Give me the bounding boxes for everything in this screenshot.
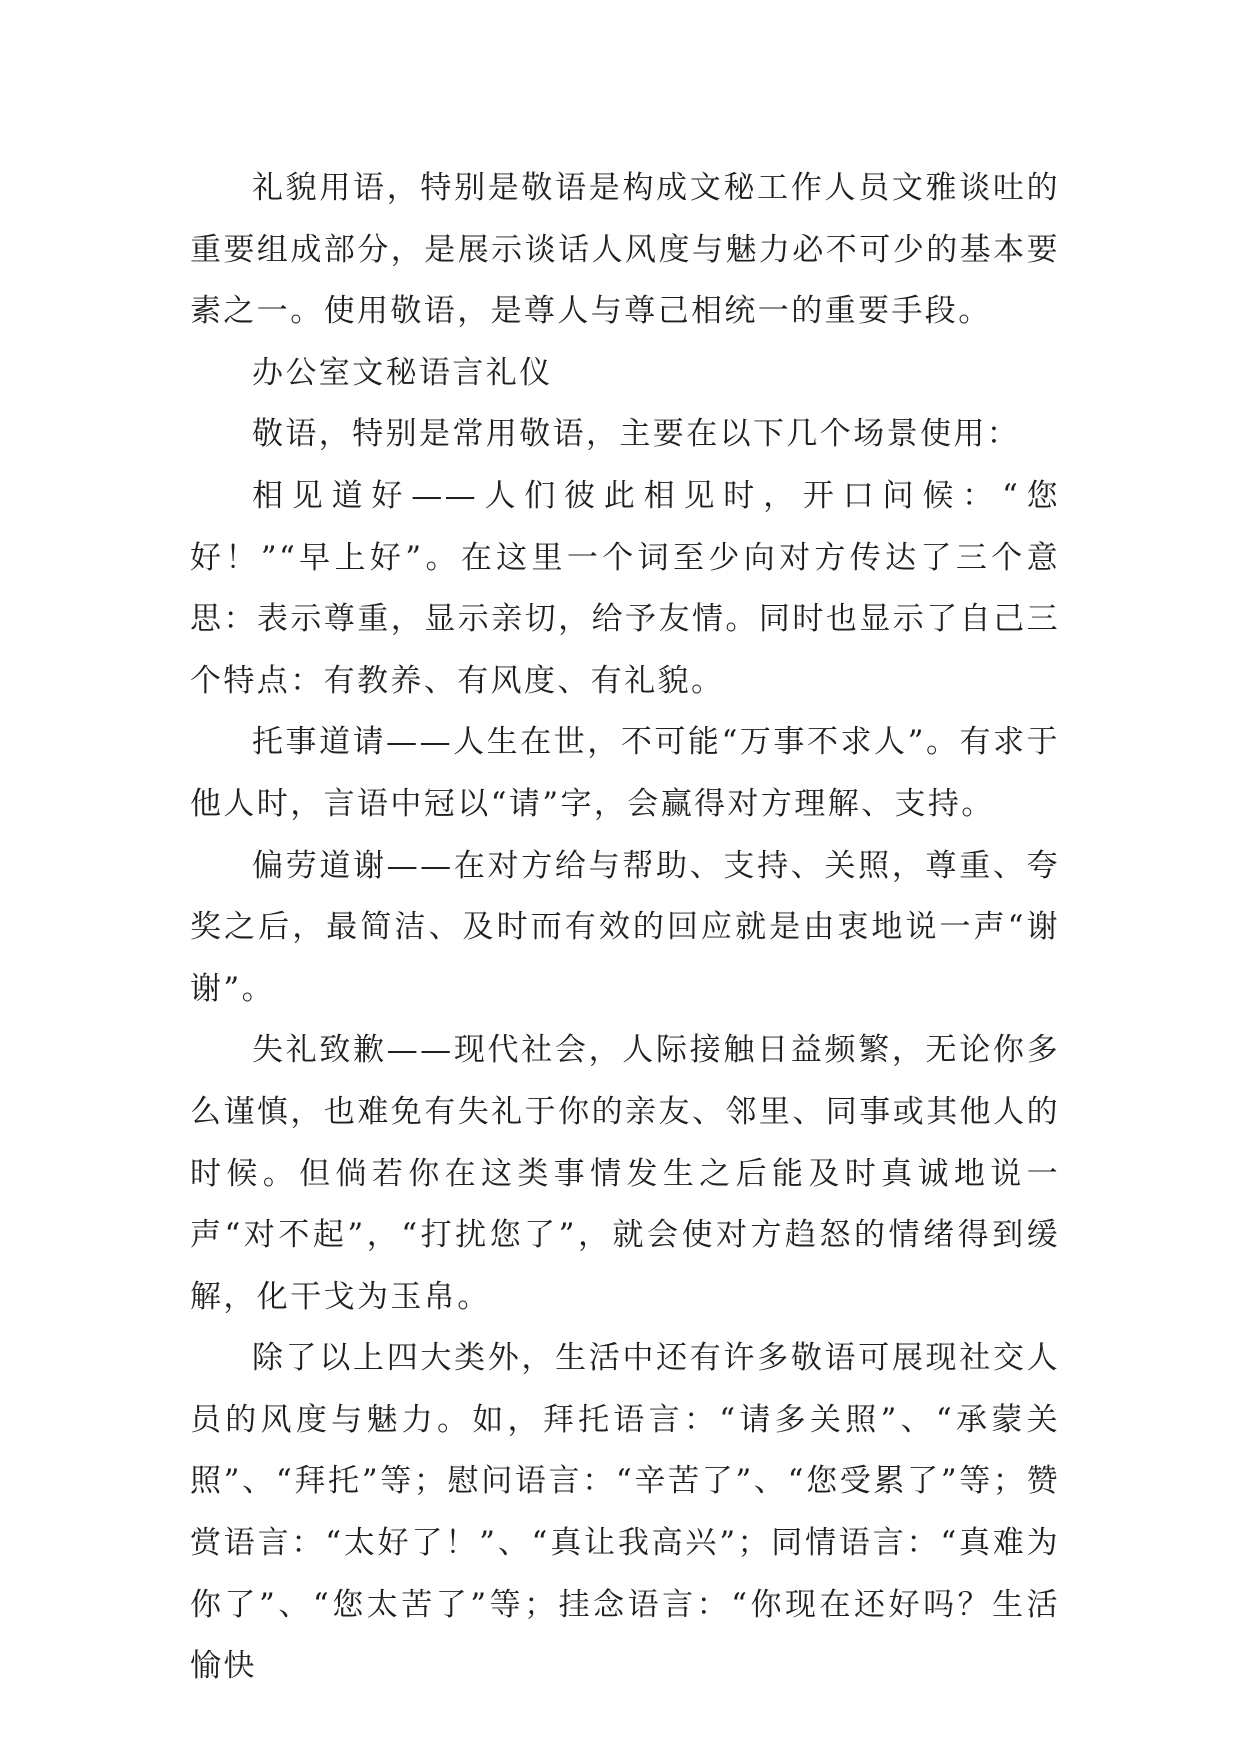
paragraph-thanks: 偏劳道谢——在对方给与帮助、支持、关照，尊重、夸奖之后，最简洁、及时而有效的回应就是由衷地说一声“谢谢”。 — [190, 847, 1060, 1007]
paragraph-request: 托事道请——人生在世，不可能“万事不求人”。有求于他人时，言语中冠以“请”字，会赢得对方理解、支持。 — [190, 724, 1060, 822]
paragraph-other-honorifics: 除了以上四大类外，生活中还有许多敬语可展现社交人员的风度与魅力。如，拜托语言：“请多关照”、“承蒙关照”、“拜托”等；慰问语言：“辛苦了”、“您受累了”等；赞赏语言：“太好了！”、“真让我高兴”；同情语言：“真难为你了”、“您太苦了”等；挂念语言：“你现在还好吗？生活愉快 — [190, 1340, 1060, 1685]
section-heading: 办公室文秘语言礼仪 — [252, 354, 553, 391]
paragraph-usage-scenes: 敬语，特别是常用敬语，主要在以下几个场景使用： — [252, 416, 1021, 453]
paragraph-honorifics-intro: 礼貌用语，特别是敬语是构成文秘工作人员文雅谈吐的重要组成部分，是展示谈话人风度与魅力必不可少的基本要素之一。使用敬语，是尊人与尊己相统一的重要手段。 — [190, 170, 1060, 330]
paragraph-apology: 失礼致歉——现代社会，人际接触日益频繁，无论你多么谨慎，也难免有失礼于你的亲友、邻里、同事或其他人的时候。但倘若你在这类事情发生之后能及时真诚地说一声“对不起”，“打扰您了”，就会使对方趋怒的情绪得到缓解，化干戈为玉帛。 — [190, 1032, 1060, 1315]
document-body — [190, 158, 1060, 1698]
paragraph-greeting: 相见道好——人们彼此相见时，开口问候：“您好！”“早上好”。在这里一个词至少向对方传达了三个意思：表示尊重，显示亲切，给予友情。同时也显示了自己三个特点：有教养、有风度、有礼貌。 — [190, 477, 1060, 699]
